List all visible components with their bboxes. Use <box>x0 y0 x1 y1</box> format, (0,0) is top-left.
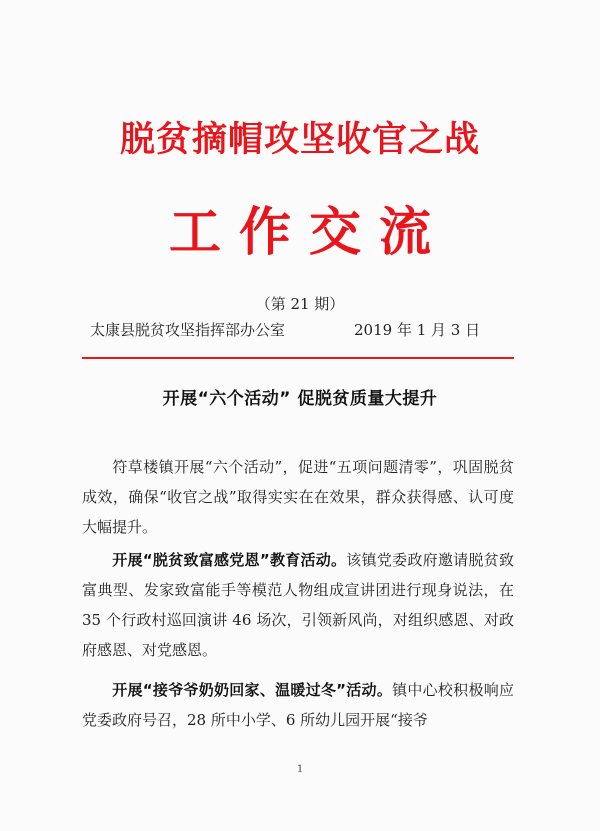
paragraph-lead: 开展“接爷爷奶奶回家、温暖过冬”活动。 <box>112 681 393 699</box>
paragraph-gratitude-activity <box>82 545 514 665</box>
paragraph-text: 镇中心校积极响应党委政府号召，28 所中小学、6 所幼儿园开展“接爷 <box>82 681 514 729</box>
article-title: 开展“六个活动” 促脱贫质量大提升 <box>162 389 438 409</box>
issue-number: （第 21 期） <box>255 295 345 313</box>
paragraph-text: 符草楼镇开展“六个活动”，促进“五项问题清零”，巩固脱贫成效，确保“收官之战”取得实实在在效果，群众获得感、认可度大幅提升。 <box>82 458 514 536</box>
issuing-office: 太康县脱贫攻坚指挥部办公室 <box>90 321 286 339</box>
bulletin-subtitle: 工作交流 <box>168 202 449 263</box>
paragraph-grandparents-activity <box>82 675 514 735</box>
paragraph-lead: 开展“脱贫致富感党恩”教育活动。 <box>112 551 347 569</box>
paragraph-text: 该镇党委政府邀请脱贫致富典型、发家致富能手等模范人物组成宣讲团进行现身说法，在 35 个行政村巡回演讲 46 场次，引领新风尚，对组织感恩、对政府感恩、对党感恩。 <box>82 551 514 659</box>
issue-date: 2019 年 1 月 3 日 <box>354 321 481 339</box>
bulletin-title: 脱贫摘帽攻坚收官之战 <box>119 119 480 160</box>
page-number: 1 <box>296 764 304 775</box>
paragraph-intro <box>82 452 514 542</box>
header-divider <box>82 357 514 359</box>
